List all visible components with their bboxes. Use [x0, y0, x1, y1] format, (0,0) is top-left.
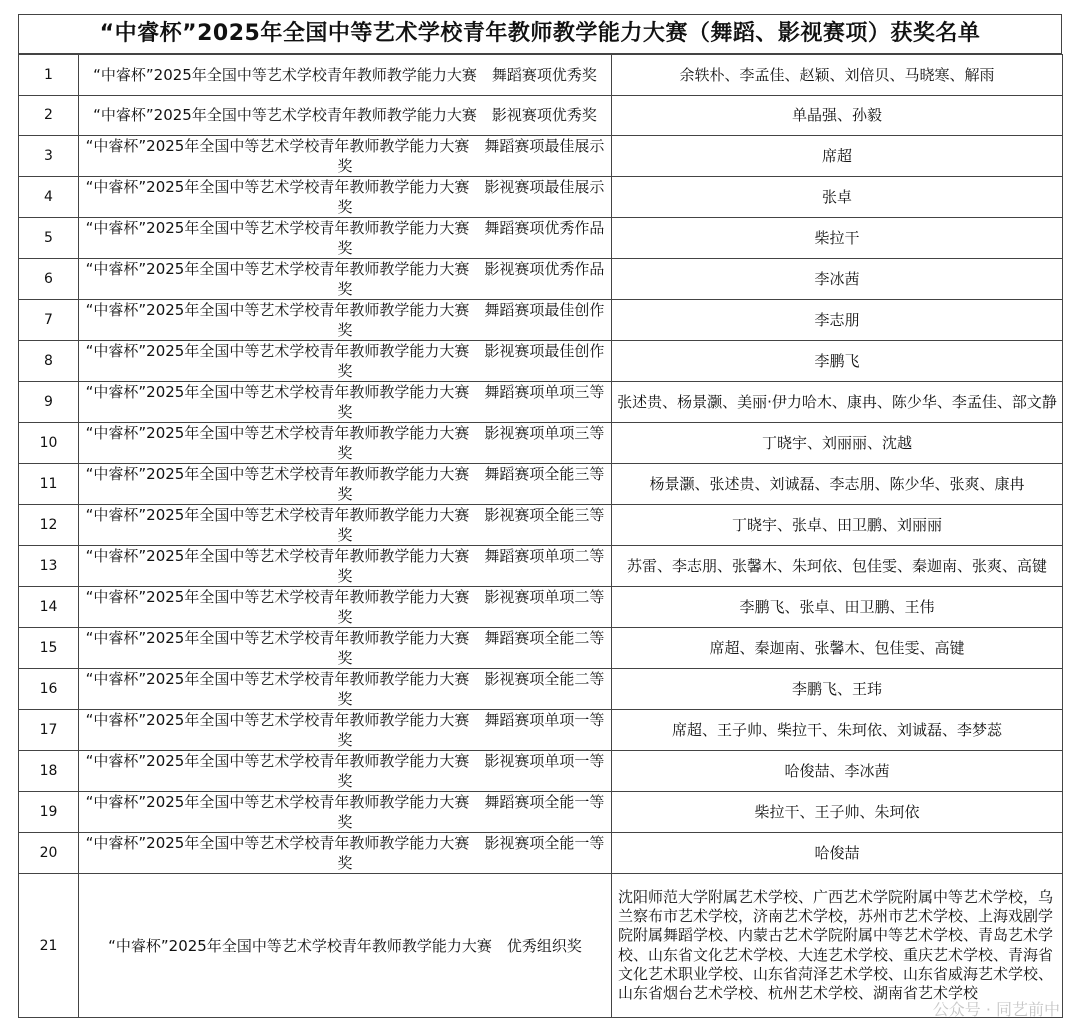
table-row — [19, 792, 1063, 833]
award-name: “中睿杯”2025年全国中等艺术学校青年教师教学能力大赛 影视赛项最佳展示奖 — [79, 177, 612, 218]
winner-names: 李鹏飞、王玮 — [612, 669, 1063, 710]
table-row — [19, 55, 1063, 96]
award-name: “中睿杯”2025年全国中等艺术学校青年教师教学能力大赛 影视赛项全能二等奖 — [79, 669, 612, 710]
winner-names: 杨景灏、张述贵、刘诚磊、李志朋、陈少华、张爽、康冉 — [612, 464, 1063, 505]
award-name: “中睿杯”2025年全国中等艺术学校青年教师教学能力大赛 舞蹈赛项优秀作品奖 — [79, 218, 612, 259]
row-number: 16 — [19, 669, 79, 710]
table-row — [19, 300, 1063, 341]
award-name: “中睿杯”2025年全国中等艺术学校青年教师教学能力大赛 影视赛项全能三等奖 — [79, 505, 612, 546]
award-name: “中睿杯”2025年全国中等艺术学校青年教师教学能力大赛 舞蹈赛项全能三等奖 — [79, 464, 612, 505]
winner-names: 李鹏飞 — [612, 341, 1063, 382]
award-name: “中睿杯”2025年全国中等艺术学校青年教师教学能力大赛 舞蹈赛项全能一等奖 — [79, 792, 612, 833]
winner-names: 柴拉干 — [612, 218, 1063, 259]
award-name: “中睿杯”2025年全国中等艺术学校青年教师教学能力大赛 舞蹈赛项单项一等奖 — [79, 710, 612, 751]
award-name: “中睿杯”2025年全国中等艺术学校青年教师教学能力大赛 舞蹈赛项全能二等奖 — [79, 628, 612, 669]
winner-names: 柴拉干、王子帅、朱珂依 — [612, 792, 1063, 833]
row-number: 19 — [19, 792, 79, 833]
winner-names: 席超、秦迦南、张馨木、包佳雯、高键 — [612, 628, 1063, 669]
winner-names: 哈俊喆 — [612, 833, 1063, 874]
table-row — [19, 669, 1063, 710]
winner-names: 单晶强、孙毅 — [612, 95, 1063, 136]
award-name: “中睿杯”2025年全国中等艺术学校青年教师教学能力大赛 影视赛项单项三等奖 — [79, 423, 612, 464]
table-row — [19, 136, 1063, 177]
award-name: “中睿杯”2025年全国中等艺术学校青年教师教学能力大赛 影视赛项优秀奖 — [79, 95, 612, 136]
award-name: “中睿杯”2025年全国中等艺术学校青年教师教学能力大赛 舞蹈赛项单项二等奖 — [79, 546, 612, 587]
winner-names: 哈俊喆、李冰茜 — [612, 751, 1063, 792]
winner-names: 李鹏飞、张卓、田卫鹏、王伟 — [612, 587, 1063, 628]
table-row — [19, 546, 1063, 587]
winner-names: 席超、王子帅、柴拉干、朱珂依、刘诚磊、李梦蕊 — [612, 710, 1063, 751]
award-name: “中睿杯”2025年全国中等艺术学校青年教师教学能力大赛 舞蹈赛项单项三等奖 — [79, 382, 612, 423]
winner-names: 李冰茜 — [612, 259, 1063, 300]
award-name: “中睿杯”2025年全国中等艺术学校青年教师教学能力大赛 影视赛项优秀作品奖 — [79, 259, 612, 300]
row-number: 3 — [19, 136, 79, 177]
winner-names: 李志朋 — [612, 300, 1063, 341]
row-number: 4 — [19, 177, 79, 218]
winner-names: 苏雷、李志朋、张馨木、朱珂依、包佳雯、秦迦南、张爽、高键 — [612, 546, 1063, 587]
award-table-body — [19, 55, 1063, 1018]
table-row — [19, 505, 1063, 546]
award-name: “中睿杯”2025年全国中等艺术学校青年教师教学能力大赛 舞蹈赛项优秀奖 — [79, 55, 612, 96]
table-row — [19, 177, 1063, 218]
table-row — [19, 464, 1063, 505]
table-row — [19, 628, 1063, 669]
row-number: 6 — [19, 259, 79, 300]
table-row — [19, 95, 1063, 136]
table-row — [19, 423, 1063, 464]
page-title: “中睿杯”2025年全国中等艺术学校青年教师教学能力大赛（舞蹈、影视赛项）获奖名单 — [18, 14, 1062, 54]
row-number: 10 — [19, 423, 79, 464]
row-number: 17 — [19, 710, 79, 751]
award-name: “中睿杯”2025年全国中等艺术学校青年教师教学能力大赛 影视赛项单项二等奖 — [79, 587, 612, 628]
row-number: 13 — [19, 546, 79, 587]
table-row — [19, 710, 1063, 751]
row-number: 20 — [19, 833, 79, 874]
winner-names: 张卓 — [612, 177, 1063, 218]
row-number: 8 — [19, 341, 79, 382]
award-name: “中睿杯”2025年全国中等艺术学校青年教师教学能力大赛 影视赛项最佳创作奖 — [79, 341, 612, 382]
table-row — [19, 341, 1063, 382]
winner-names: 丁晓宇、刘丽丽、沈越 — [612, 423, 1063, 464]
table-row — [19, 382, 1063, 423]
table-row — [19, 587, 1063, 628]
watermark: 公众号 · 同艺前中 — [932, 1000, 1060, 1019]
winner-names: 沈阳师范大学附属艺术学校、广西艺术学院附属中等艺术学校，乌兰察布市艺术学校，济南艺术学校，苏州市艺术学校、上海戏剧学院附属舞蹈学校、内蒙古艺术学院附属中等艺术学校、青岛艺术学校、山东省文化艺术学校、大连艺术学校、重庆艺术学校、青海省文化艺术职业学校、山东省菏泽艺术学校、山东省威海艺术学校、山东省烟台艺术学校、杭州艺术学校、湖南省艺术学校 — [612, 874, 1063, 1018]
table-row — [19, 751, 1063, 792]
row-number: 9 — [19, 382, 79, 423]
table-row — [19, 833, 1063, 874]
row-number: 1 — [19, 55, 79, 96]
award-name: “中睿杯”2025年全国中等艺术学校青年教师教学能力大赛 影视赛项单项一等奖 — [79, 751, 612, 792]
winner-names: 丁晓宇、张卓、田卫鹏、刘丽丽 — [612, 505, 1063, 546]
row-number: 2 — [19, 95, 79, 136]
row-number: 12 — [19, 505, 79, 546]
row-number: 14 — [19, 587, 79, 628]
winner-names: 余轶朴、李孟佳、赵颖、刘倍贝、马晓寒、解雨 — [612, 55, 1063, 96]
award-name: “中睿杯”2025年全国中等艺术学校青年教师教学能力大赛 舞蹈赛项最佳展示奖 — [79, 136, 612, 177]
row-number: 11 — [19, 464, 79, 505]
award-name: “中睿杯”2025年全国中等艺术学校青年教师教学能力大赛 影视赛项全能一等奖 — [79, 833, 612, 874]
table-row — [19, 259, 1063, 300]
row-number: 18 — [19, 751, 79, 792]
winner-names: 席超 — [612, 136, 1063, 177]
award-name: “中睿杯”2025年全国中等艺术学校青年教师教学能力大赛 舞蹈赛项最佳创作奖 — [79, 300, 612, 341]
table-row — [19, 218, 1063, 259]
row-number: 5 — [19, 218, 79, 259]
winner-names: 张述贵、杨景灏、美丽·伊力哈木、康冉、陈少华、李孟佳、部文静 — [612, 382, 1063, 423]
award-name: “中睿杯”2025年全国中等艺术学校青年教师教学能力大赛 优秀组织奖 — [79, 874, 612, 1018]
award-table — [18, 54, 1063, 1018]
row-number: 7 — [19, 300, 79, 341]
row-number: 21 — [19, 874, 79, 1018]
table-row — [19, 874, 1063, 1018]
row-number: 15 — [19, 628, 79, 669]
